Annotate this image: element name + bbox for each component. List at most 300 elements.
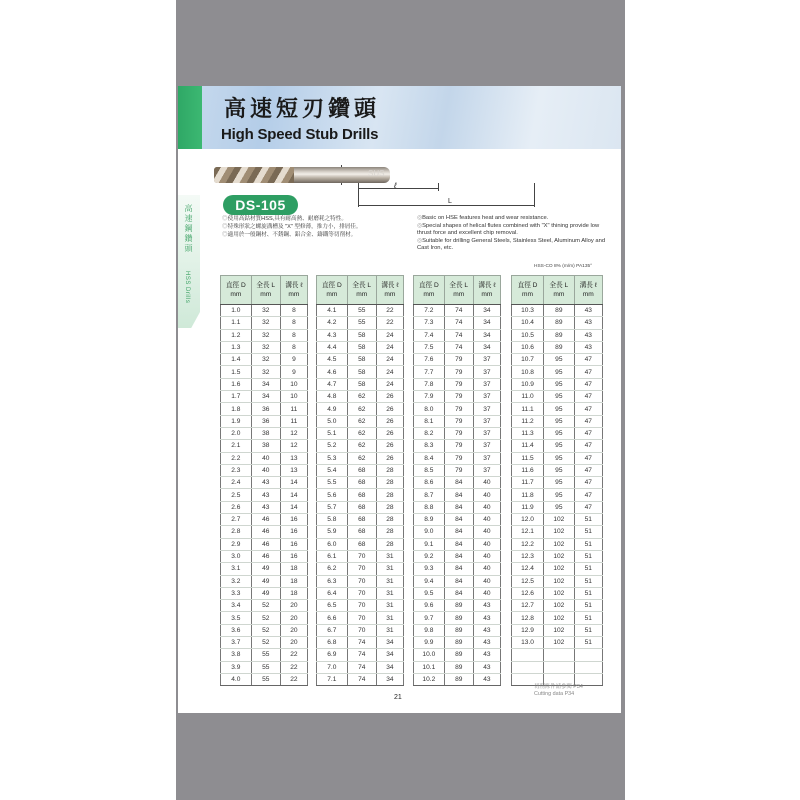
diameter-cell xyxy=(512,661,544,673)
feature-item: ◎使用高鈷材質HSS,具有耐高熱、耐磨耗之特性。 xyxy=(222,216,347,222)
table-row xyxy=(512,415,603,427)
diameter-cell: 12.7 xyxy=(512,600,544,612)
overall-length-cell: 62 xyxy=(347,415,376,427)
diameter-cell: 12.9 xyxy=(512,624,544,636)
table-row xyxy=(317,538,404,550)
table-row xyxy=(317,452,404,464)
diameter-cell: 7.5 xyxy=(414,341,445,353)
flute-length-cell: 43 xyxy=(574,317,602,329)
diameter-cell: 2.8 xyxy=(221,526,252,538)
table-row xyxy=(512,440,603,452)
overall-length-cell: 102 xyxy=(544,563,575,575)
table-row xyxy=(317,440,404,452)
overall-length-cell: 89 xyxy=(544,305,575,317)
table-row xyxy=(221,464,308,476)
diameter-cell: 10.1 xyxy=(414,661,445,673)
overall-length-cell: 84 xyxy=(444,526,473,538)
overall-length-cell: 84 xyxy=(444,489,473,501)
column-header: 直徑 D mm xyxy=(317,276,348,305)
flute-length-cell: 16 xyxy=(280,538,307,550)
flute-length-cell: 34 xyxy=(376,637,403,649)
diameter-cell: 11.5 xyxy=(512,452,544,464)
diameter-cell: 1.2 xyxy=(221,329,252,341)
overall-length-cell: 55 xyxy=(251,649,280,661)
flute-length-cell: 34 xyxy=(376,649,403,661)
table-row xyxy=(317,673,404,685)
column-header: 溝長 ℓ mm xyxy=(280,276,307,305)
features-chinese xyxy=(222,215,412,239)
flute-length-cell: 26 xyxy=(376,452,403,464)
table-row xyxy=(414,550,501,562)
diameter-cell: 1.5 xyxy=(221,366,252,378)
overall-length-cell: 62 xyxy=(347,391,376,403)
table-row xyxy=(221,587,308,599)
overall-length-cell: 32 xyxy=(251,305,280,317)
table-row xyxy=(512,354,603,366)
table-row xyxy=(512,538,603,550)
overall-length-cell: 32 xyxy=(251,341,280,353)
diameter-cell: 5.1 xyxy=(317,427,348,439)
flute-length-cell: 40 xyxy=(473,489,500,501)
overall-length-cell: 74 xyxy=(347,649,376,661)
diameter-cell: 7.2 xyxy=(414,305,445,317)
page-number: 21 xyxy=(394,694,402,701)
table-row xyxy=(512,391,603,403)
table-row xyxy=(414,649,501,661)
table-row xyxy=(221,612,308,624)
table-row xyxy=(512,649,603,661)
flute-length-cell: 43 xyxy=(473,673,500,685)
diameter-cell: 7.4 xyxy=(414,329,445,341)
diameter-cell: 3.7 xyxy=(221,637,252,649)
feature-item: ◎Suitable for drilling General Steels, Stainless Steel, Aluminum Alloy and Cast Iron, etc. xyxy=(417,237,606,252)
table-row xyxy=(512,526,603,538)
overall-length-cell: 84 xyxy=(444,501,473,513)
overall-length-cell: 79 xyxy=(444,415,473,427)
diameter-cell: 1.6 xyxy=(221,378,252,390)
dimension-label-flute-length: ℓ xyxy=(394,181,397,190)
diameter-cell: 3.5 xyxy=(221,612,252,624)
diameter-cell: 8.0 xyxy=(414,403,445,415)
diameter-cell: 5.9 xyxy=(317,526,348,538)
flute-length-cell: 28 xyxy=(376,526,403,538)
overall-length-cell: 74 xyxy=(444,305,473,317)
table-row xyxy=(317,378,404,390)
flute-length-cell: 47 xyxy=(574,501,602,513)
diameter-cell: 2.4 xyxy=(221,477,252,489)
table-row xyxy=(414,415,501,427)
flute-length-cell: 31 xyxy=(376,600,403,612)
overall-length-cell: 32 xyxy=(251,329,280,341)
feature-item: ◎特殊形狀之螺旋溝槽及 "X" 型修薄，推力小，排屑佳。 xyxy=(222,224,362,230)
overall-length-cell: 46 xyxy=(251,514,280,526)
table-row xyxy=(317,489,404,501)
flute-length-cell: 26 xyxy=(376,415,403,427)
diameter-cell: 3.6 xyxy=(221,624,252,636)
feature-item: ◎Basic on HSE features heat and wear resistance. xyxy=(417,215,549,221)
overall-length-cell: 32 xyxy=(251,354,280,366)
overall-length-cell: 49 xyxy=(251,587,280,599)
table-row xyxy=(221,637,308,649)
diameter-cell: 7.9 xyxy=(414,391,445,403)
table-row xyxy=(512,489,603,501)
flute-length-cell: 31 xyxy=(376,563,403,575)
diameter-cell: 10.8 xyxy=(512,366,544,378)
flute-length-cell: 51 xyxy=(574,600,602,612)
flute-length-cell: 34 xyxy=(376,673,403,685)
flute-length-cell: 37 xyxy=(473,415,500,427)
table-row xyxy=(317,317,404,329)
table-row xyxy=(221,661,308,673)
table-row xyxy=(317,354,404,366)
flute-length-cell: 43 xyxy=(473,661,500,673)
flute-length-cell: 40 xyxy=(473,550,500,562)
flute-length-cell: 40 xyxy=(473,575,500,587)
flute-length-cell: 31 xyxy=(376,550,403,562)
diameter-cell: 2.6 xyxy=(221,501,252,513)
table-row xyxy=(414,587,501,599)
column-header: 全長 L mm xyxy=(251,276,280,305)
overall-length-cell: 102 xyxy=(544,526,575,538)
overall-length-cell: 102 xyxy=(544,514,575,526)
diameter-cell: 9.1 xyxy=(414,538,445,550)
flute-length-cell: 16 xyxy=(280,550,307,562)
overall-length-cell: 95 xyxy=(544,477,575,489)
diameter-cell: 6.8 xyxy=(317,637,348,649)
header-accent-stripe xyxy=(178,86,202,149)
overall-length-cell: 52 xyxy=(251,637,280,649)
table-row xyxy=(221,600,308,612)
table-row xyxy=(221,403,308,415)
flute-length-cell: 18 xyxy=(280,587,307,599)
table-row xyxy=(221,673,308,685)
flute-length-cell: 28 xyxy=(376,501,403,513)
overall-length-cell: 102 xyxy=(544,550,575,562)
flute-length-cell: 12 xyxy=(280,427,307,439)
diameter-cell: 11.1 xyxy=(512,403,544,415)
overall-length-cell: 89 xyxy=(444,661,473,673)
page-title-chinese: 高速短刃鑽頭 xyxy=(224,96,381,122)
flute-length-cell: 47 xyxy=(574,489,602,501)
table-row xyxy=(512,661,603,673)
table-header-row xyxy=(317,276,404,305)
flute-length-cell: 40 xyxy=(473,563,500,575)
table-row xyxy=(221,538,308,550)
flute-length-cell: 47 xyxy=(574,366,602,378)
diameter-cell: 12.0 xyxy=(512,514,544,526)
table-row xyxy=(414,501,501,513)
overall-length-cell: 55 xyxy=(347,305,376,317)
diameter-cell: 1.7 xyxy=(221,391,252,403)
flute-length-cell: 20 xyxy=(280,612,307,624)
table-row xyxy=(317,514,404,526)
table-row xyxy=(414,612,501,624)
size-table-4 xyxy=(511,275,603,686)
overall-length-cell: 36 xyxy=(251,415,280,427)
flute-length-cell: 8 xyxy=(280,317,307,329)
flute-length-cell: 24 xyxy=(376,366,403,378)
table-row xyxy=(221,649,308,661)
table-row xyxy=(317,649,404,661)
overall-length-cell xyxy=(544,649,575,661)
overall-length-cell: 79 xyxy=(444,440,473,452)
overall-length-cell: 95 xyxy=(544,440,575,452)
drill-flute-image xyxy=(214,167,294,183)
overall-length-cell: 74 xyxy=(444,317,473,329)
overall-length-cell: 70 xyxy=(347,550,376,562)
overall-length-cell: 95 xyxy=(544,427,575,439)
diameter-cell: 8.5 xyxy=(414,464,445,476)
table-row xyxy=(414,427,501,439)
table-row xyxy=(512,514,603,526)
diameter-cell: 8.2 xyxy=(414,427,445,439)
table-row xyxy=(414,452,501,464)
diameter-cell: 9.0 xyxy=(414,526,445,538)
overall-length-cell: 68 xyxy=(347,514,376,526)
flute-length-cell: 28 xyxy=(376,514,403,526)
overall-length-cell: 52 xyxy=(251,600,280,612)
flute-length-cell: 51 xyxy=(574,538,602,550)
diameter-cell: 1.3 xyxy=(221,341,252,353)
diameter-cell: 1.9 xyxy=(221,415,252,427)
table-row xyxy=(221,514,308,526)
flute-length-cell: 43 xyxy=(574,305,602,317)
flute-length-cell: 28 xyxy=(376,464,403,476)
table-row xyxy=(221,452,308,464)
diameter-cell: 2.3 xyxy=(221,464,252,476)
diameter-cell: 3.3 xyxy=(221,587,252,599)
table-row xyxy=(317,624,404,636)
overall-length-cell: 70 xyxy=(347,612,376,624)
flute-length-cell: 37 xyxy=(473,366,500,378)
dimension-line-flute xyxy=(358,188,438,189)
overall-length-cell: 40 xyxy=(251,452,280,464)
table-row xyxy=(512,477,603,489)
table-row xyxy=(414,403,501,415)
flute-length-cell: 37 xyxy=(473,354,500,366)
table-row xyxy=(414,600,501,612)
overall-length-cell: 84 xyxy=(444,563,473,575)
column-header: 直徑 D mm xyxy=(221,276,252,305)
table-row xyxy=(414,366,501,378)
table-row xyxy=(512,637,603,649)
overall-length-cell: 79 xyxy=(444,354,473,366)
overall-length-cell: 95 xyxy=(544,464,575,476)
overall-length-cell: 95 xyxy=(544,391,575,403)
diameter-cell: 11.2 xyxy=(512,415,544,427)
table-row xyxy=(512,575,603,587)
table-row xyxy=(317,637,404,649)
table-row xyxy=(512,587,603,599)
overall-length-cell: 43 xyxy=(251,501,280,513)
overall-length-cell: 58 xyxy=(347,329,376,341)
flute-length-cell: 31 xyxy=(376,575,403,587)
table-row xyxy=(414,661,501,673)
table-row xyxy=(317,612,404,624)
flute-length-cell: 47 xyxy=(574,477,602,489)
flute-length-cell: 18 xyxy=(280,563,307,575)
material-spec-note: HSS-CO 8% (m/m) PA135° xyxy=(534,264,593,269)
flute-length-cell: 16 xyxy=(280,526,307,538)
diameter-cell: 9.5 xyxy=(414,587,445,599)
table-row xyxy=(221,440,308,452)
overall-length-cell: 36 xyxy=(251,403,280,415)
flute-length-cell: 8 xyxy=(280,305,307,317)
diameter-cell: 8.3 xyxy=(414,440,445,452)
flute-length-cell: 47 xyxy=(574,464,602,476)
flute-length-cell: 9 xyxy=(280,366,307,378)
table-row xyxy=(512,501,603,513)
diameter-cell: 12.4 xyxy=(512,563,544,575)
overall-length-cell: 74 xyxy=(347,661,376,673)
column-header: 溝長 ℓ mm xyxy=(376,276,403,305)
diameter-cell: 1.4 xyxy=(221,354,252,366)
overall-length-cell: 102 xyxy=(544,575,575,587)
overall-length-cell: 58 xyxy=(347,366,376,378)
overall-length-cell: 46 xyxy=(251,550,280,562)
page-title-english: High Speed Stub Drills xyxy=(221,126,379,143)
diameter-cell: 6.4 xyxy=(317,587,348,599)
table-row xyxy=(414,575,501,587)
table-row xyxy=(414,440,501,452)
diameter-cell: 2.0 xyxy=(221,427,252,439)
flute-length-cell: 22 xyxy=(376,317,403,329)
flute-length-cell: 51 xyxy=(574,575,602,587)
table-row xyxy=(512,600,603,612)
table-row xyxy=(317,600,404,612)
overall-length-cell: 79 xyxy=(444,427,473,439)
diameter-cell: 10.4 xyxy=(512,317,544,329)
flute-length-cell: 14 xyxy=(280,489,307,501)
overall-length-cell: 89 xyxy=(444,637,473,649)
diameter-cell: 4.6 xyxy=(317,366,348,378)
flute-length-cell: 26 xyxy=(376,391,403,403)
flute-length-cell: 34 xyxy=(376,661,403,673)
diameter-cell: 5.0 xyxy=(317,415,348,427)
flute-length-cell: 34 xyxy=(473,317,500,329)
flute-length-cell: 26 xyxy=(376,427,403,439)
column-header: 全長 L mm xyxy=(347,276,376,305)
flute-length-cell: 26 xyxy=(376,403,403,415)
overall-length-cell: 68 xyxy=(347,489,376,501)
cutting-data-reference: 切削條件請參閱 P34 Cutting data P34 xyxy=(534,684,583,697)
flute-length-cell: 8 xyxy=(280,341,307,353)
flute-length-cell: 51 xyxy=(574,563,602,575)
flute-length-cell: 11 xyxy=(280,415,307,427)
flute-length-cell: 31 xyxy=(376,612,403,624)
diameter-cell: 5.4 xyxy=(317,464,348,476)
diameter-cell: 5.7 xyxy=(317,501,348,513)
overall-length-cell: 58 xyxy=(347,378,376,390)
flute-length-cell: 47 xyxy=(574,427,602,439)
diameter-cell: 4.5 xyxy=(317,354,348,366)
diameter-cell: 5.3 xyxy=(317,452,348,464)
diameter-cell: 4.9 xyxy=(317,403,348,415)
flute-length-cell: 37 xyxy=(473,427,500,439)
table-row xyxy=(512,452,603,464)
flute-length-cell: 43 xyxy=(473,649,500,661)
overall-length-cell: 102 xyxy=(544,624,575,636)
column-header: 溝長 ℓ mm xyxy=(574,276,602,305)
flute-length-cell: 51 xyxy=(574,637,602,649)
flute-length-cell: 47 xyxy=(574,452,602,464)
flute-length-cell: 40 xyxy=(473,526,500,538)
overall-length-cell: 89 xyxy=(444,649,473,661)
table-row xyxy=(414,624,501,636)
flute-length-cell: 13 xyxy=(280,464,307,476)
overall-length-cell: 89 xyxy=(444,624,473,636)
overall-length-cell: 55 xyxy=(251,673,280,685)
flute-length-cell: 40 xyxy=(473,501,500,513)
size-table-3 xyxy=(413,275,501,686)
diameter-cell: 5.6 xyxy=(317,489,348,501)
diameter-cell: 12.3 xyxy=(512,550,544,562)
diameter-cell: 9.4 xyxy=(414,575,445,587)
table-row xyxy=(414,477,501,489)
flute-length-cell: 43 xyxy=(473,637,500,649)
flute-length-cell: 51 xyxy=(574,550,602,562)
overall-length-cell: 84 xyxy=(444,587,473,599)
table-row xyxy=(221,341,308,353)
dimension-tick xyxy=(534,183,535,207)
flute-length-cell: 43 xyxy=(473,612,500,624)
table-row xyxy=(317,366,404,378)
overall-length-cell: 43 xyxy=(251,489,280,501)
overall-length-cell: 68 xyxy=(347,477,376,489)
overall-length-cell: 74 xyxy=(444,341,473,353)
overall-length-cell: 40 xyxy=(251,464,280,476)
features-english xyxy=(417,215,607,253)
flute-length-cell: 14 xyxy=(280,477,307,489)
overall-length-cell: 52 xyxy=(251,612,280,624)
flute-length-cell: 37 xyxy=(473,403,500,415)
diameter-cell: 9.6 xyxy=(414,600,445,612)
table-row xyxy=(414,563,501,575)
overall-length-cell: 38 xyxy=(251,440,280,452)
overall-length-cell: 70 xyxy=(347,563,376,575)
table-row xyxy=(414,538,501,550)
flute-length-cell: 47 xyxy=(574,403,602,415)
overall-length-cell: 62 xyxy=(347,452,376,464)
overall-length-cell: 70 xyxy=(347,587,376,599)
table-row xyxy=(512,550,603,562)
table-row xyxy=(317,501,404,513)
diameter-cell: 10.3 xyxy=(512,305,544,317)
overall-length-cell: 70 xyxy=(347,575,376,587)
diameter-cell: 12.1 xyxy=(512,526,544,538)
flute-length-cell: 13 xyxy=(280,452,307,464)
overall-length-cell: 79 xyxy=(444,452,473,464)
flute-length-cell: 51 xyxy=(574,514,602,526)
table-row xyxy=(317,464,404,476)
flute-length-cell: 37 xyxy=(473,378,500,390)
flute-length-cell: 28 xyxy=(376,489,403,501)
overall-length-cell: 68 xyxy=(347,464,376,476)
flute-length-cell: 47 xyxy=(574,378,602,390)
overall-length-cell: 102 xyxy=(544,587,575,599)
size-table-2 xyxy=(316,275,404,686)
diameter-cell: 12.8 xyxy=(512,612,544,624)
overall-length-cell: 95 xyxy=(544,452,575,464)
overall-length-cell: 102 xyxy=(544,637,575,649)
overall-length-cell: 89 xyxy=(544,341,575,353)
diameter-cell: 12.2 xyxy=(512,538,544,550)
flute-length-cell: 47 xyxy=(574,440,602,452)
table-row xyxy=(512,612,603,624)
diameter-cell: 7.7 xyxy=(414,366,445,378)
overall-length-cell: 95 xyxy=(544,366,575,378)
table-row xyxy=(317,587,404,599)
